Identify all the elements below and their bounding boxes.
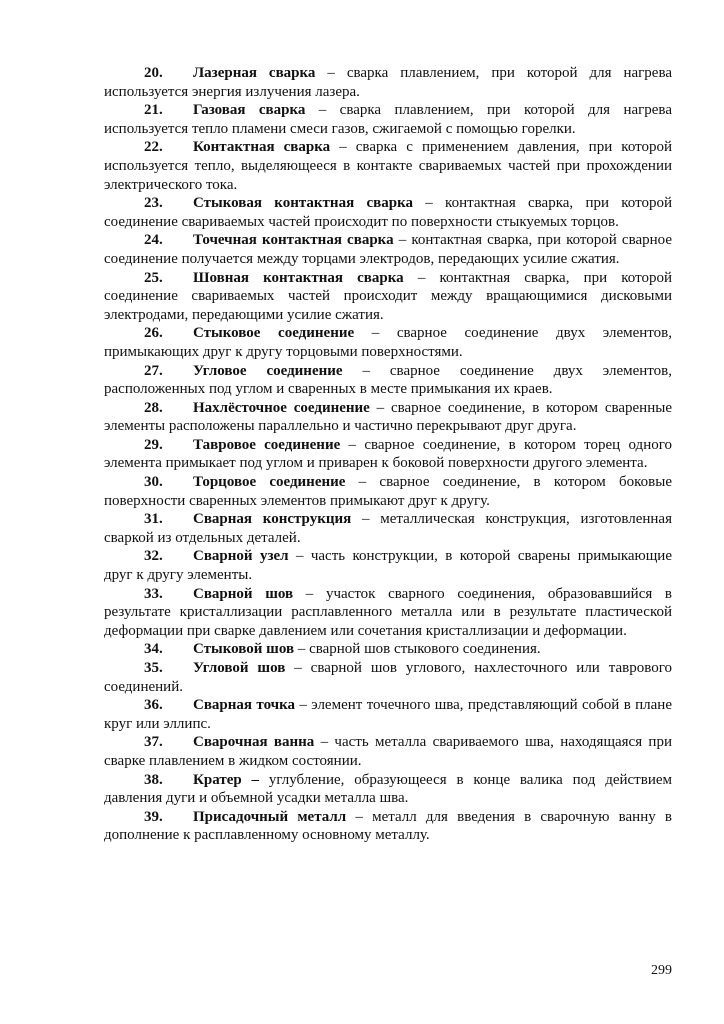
glossary-list: [104, 64, 672, 845]
glossary-entry: [104, 473, 672, 510]
glossary-entry: [104, 585, 672, 641]
glossary-entry: [104, 138, 672, 194]
entry-term: Лазерная сварка: [193, 65, 316, 81]
glossary-entry: [104, 547, 672, 584]
entry-term: Стыковой шов: [193, 641, 295, 658]
glossary-entry: [104, 510, 672, 547]
entry-term: Стыковая контактная сварка: [193, 195, 413, 212]
entry-number: 24.: [144, 232, 163, 249]
entry-term: Угловое соединение: [193, 362, 343, 379]
entry-number: 22.: [144, 139, 163, 156]
entry-definition: – часть конструкции, в которой сварены примыкающие друг к другу элементы.: [104, 548, 672, 584]
entry-number: 34.: [144, 641, 163, 658]
entry-number: 20.: [144, 65, 163, 81]
entry-definition: – металл для введения в сварочную ванну в дополнение к расплавленному основному металлу.: [104, 808, 672, 844]
entry-term: Кратер –: [193, 771, 260, 788]
glossary-entry: [104, 399, 672, 436]
entry-term: Газовая сварка: [193, 102, 306, 119]
entry-definition: – сварной шов стыкового соединения.: [294, 641, 541, 658]
glossary-entry: [104, 640, 672, 659]
entry-number: 31.: [144, 511, 163, 528]
entry-definition: – контактная сварка, при которой сварное соединение получается между торцами электродов, передающих усилие сжатия.: [104, 232, 672, 267]
glossary-entry: [104, 808, 672, 845]
entry-number: 21.: [144, 102, 163, 119]
entry-term: Точечная контактная сварка: [193, 232, 394, 249]
entry-definition: – сварное соединение, в котором боковые поверхности сваренных элементов примыкают друг к другу.: [104, 474, 672, 509]
glossary-entry: [104, 64, 672, 101]
entry-number: 38.: [144, 771, 163, 788]
entry-term: Стыковое соединение: [193, 325, 355, 342]
entry-number: 23.: [144, 195, 163, 212]
entry-term: Сварная конструкция: [193, 511, 352, 528]
glossary-entry: [104, 771, 672, 808]
glossary-entry: [104, 362, 672, 399]
entry-term: Нахлёсточное соединение: [193, 399, 370, 416]
glossary-entry: [104, 194, 672, 231]
glossary-entry: [104, 231, 672, 268]
glossary-entry: [104, 696, 672, 733]
entry-definition: – сварка плавлением, при которой для нагрева используется энергия излучения лазера.: [104, 65, 672, 100]
entry-definition: – элемент точечного шва, представляющий собой в плане круг или эллипс.: [104, 697, 672, 732]
glossary-entry: [104, 101, 672, 138]
entry-term: Сварной шов: [193, 585, 294, 602]
entry-number: 37.: [144, 734, 163, 751]
entry-definition: – сварное соединение, в котором торец одного элемента примыкает под углом и приварен к боковой поверхности другого элемента.: [104, 436, 672, 472]
entry-number: 36.: [144, 697, 163, 714]
glossary-entry: [104, 269, 672, 325]
entry-definition: – сварка плавлением, при которой для нагрева используется тепло пламени смеси газов, сжигаемой с помощью горелки.: [104, 102, 672, 137]
entry-definition: – сварной шов углового, нахлесточного или таврового соединений.: [104, 660, 672, 695]
glossary-entry: [104, 659, 672, 696]
entry-number: 32.: [144, 548, 163, 565]
entry-term: Тавровое соединение: [193, 436, 341, 453]
page-number: 299: [651, 963, 672, 978]
entry-term: Шовная контактная сварка: [193, 269, 404, 286]
entry-definition: – сварное соединение двух элементов, расположенных под углом и сваренных в месте примыкания их краев.: [104, 362, 672, 398]
entry-number: 30.: [144, 474, 163, 491]
entry-definition: углубление, образующееся в конце валика под действием давления дуги и объемной усадки металла шва.: [104, 771, 673, 807]
entry-number: 35.: [144, 660, 163, 676]
entry-definition: – металлическая конструкция, изготовленная сваркой из отдельных деталей.: [104, 511, 672, 546]
glossary-entry: [104, 436, 672, 473]
entry-term: Сварочная ванна: [193, 734, 315, 751]
entry-definition: – сварка с применением давления, при которой используется тепло, выделяющееся в контакте свариваемых частей при прохождении электрического тока.: [104, 139, 673, 193]
entry-term: Присадочный металл: [193, 808, 347, 825]
entry-definition: – контактная сварка, при которой соединение свариваемых частей происходит между вращающимися дисковыми электродами, передающими усилие сжатия.: [104, 269, 672, 323]
glossary-entry: [104, 324, 672, 361]
entry-term: Сварная точка: [193, 697, 296, 714]
entry-term: Сварной узел: [193, 548, 289, 565]
entry-number: 25.: [144, 269, 163, 286]
glossary-entry: [104, 733, 672, 770]
entry-term: Угловой шов: [193, 660, 286, 676]
entry-definition: – участок сварного соединения, образовавшийся в результате кристаллизации расплавленного металла или в результате пластической деформации при сварке давлением или сочетания кристаллизации и деформации.: [104, 585, 672, 639]
entry-number: 28.: [144, 399, 163, 416]
entry-number: 26.: [144, 325, 163, 342]
entry-number: 33.: [144, 585, 163, 602]
entry-definition: – сварное соединение, в котором сваренные элементы расположены параллельно и частично перекрывают друг друга.: [104, 399, 672, 435]
entry-term: Контактная сварка: [193, 139, 331, 156]
entry-number: 27.: [144, 362, 163, 379]
entry-definition: – контактная сварка, при которой соединение свариваемых частей происходит по поверхности стыкуемых торцов.: [104, 195, 672, 230]
entry-definition: – сварное соединение двух элементов, примыкающих друг к другу торцовыми поверхностями.: [104, 325, 672, 360]
entry-term: Торцовое соединение: [193, 474, 346, 491]
entry-definition: – часть металла свариваемого шва, находящаяся при сварке плавлением в жидком состоянии.: [104, 734, 672, 769]
entry-number: 39.: [144, 808, 163, 825]
entry-number: 29.: [144, 436, 163, 453]
